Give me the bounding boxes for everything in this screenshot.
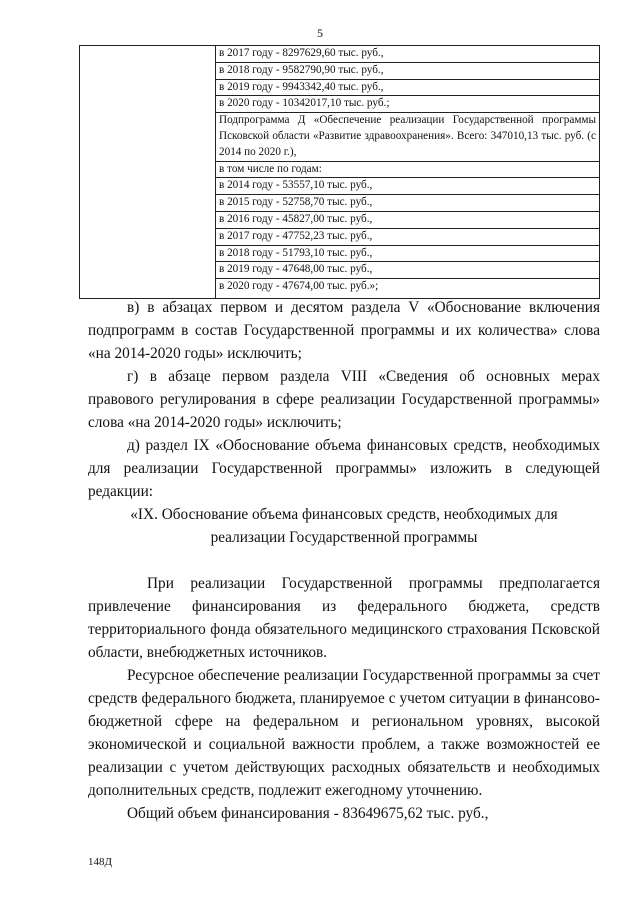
paragraph-d: д) раздел IX «Обоснование объема финансовых средств, необходимых для реализации Государственной программы» изложить в следующей редакции:: [88, 437, 600, 500]
financing-table: [79, 45, 600, 299]
paragraph-3: Общий объем финансирования - 83649675,62 тыс. руб.,: [127, 805, 489, 822]
paragraph-v: в) в абзацах первом и десятом раздела V «Обоснование включения подпрограмм в состав Государственной программы и их количества» слова «на 2014-2020 годы» исключить;: [88, 299, 600, 362]
footer-code: 148Д: [88, 856, 113, 868]
table-row: в 2014 году - 53557,10 тыс. руб.,: [216, 178, 599, 195]
table-row: в 2017 году - 47752,23 тыс. руб.,: [216, 229, 599, 246]
table-row: в 2015 году - 52758,70 тыс. руб.,: [216, 195, 599, 212]
table-row: в 2019 году - 47648,00 тыс. руб.,: [216, 262, 599, 279]
table-row: в 2020 году - 10342017,10 тыс. руб.;: [216, 96, 599, 113]
table-row: в 2016 году - 45827,00 тыс. руб.,: [216, 212, 599, 229]
section-heading-line1: «IX. Обоснование объема финансовых средств, необходимых для: [130, 506, 558, 523]
section-heading-line2: реализации Государственной программы: [210, 529, 478, 546]
spacer: [88, 549, 600, 572]
table-row: в 2017 году - 8297629,60 тыс. руб.,: [216, 46, 599, 63]
table-left-cell: [80, 46, 216, 298]
table-row: в 2020 году - 47674,00 тыс. руб.»;: [219, 280, 379, 293]
table-row: в 2018 году - 9582790,90 тыс. руб.,: [216, 63, 599, 80]
document-body: [88, 296, 600, 825]
table-row: в 2019 году - 9943342,40 тыс. руб.,: [216, 80, 599, 97]
by-years-label: в том числе по годам:: [216, 162, 599, 179]
table-right-cell: [216, 46, 599, 298]
page-number: 5: [317, 26, 323, 40]
paragraph-2: Ресурсное обеспечение реализации Государственной программы за счет средств федерального бюджета, планируемое с учетом ситуации в финансово-бюджетной сфере на федеральном и региональном уровнях, высокой экономической и социальной важности проблем, а также возможностей ее реализации с учетом действующих расходных обязательств и необходимых дополнительных средств, подлежит ежегодному уточнению.: [88, 667, 600, 799]
paragraph-g: г) в абзаце первом раздела VIII «Сведения об основных мерах правового регулирования в сфере реализации Государственной программы» слова «на 2014-2020 годы» исключить;: [88, 368, 600, 431]
paragraph-1: При реализации Государственной программы предполагается привлечение финансирования из федерального бюджета, средств территориального фонда обязательного медицинского страхования Псковской области, внебюджетных источников.: [88, 575, 600, 661]
table-row: в 2018 году - 51793,10 тыс. руб.,: [216, 246, 599, 263]
subprogram-block: Подпрограмма Д «Обеспечение реализации Государственной программы Псковской области «Развитие здравоохранения». Всего: 347010,13 тыс. руб. (с 2014 по 2020 г.),: [216, 113, 599, 161]
